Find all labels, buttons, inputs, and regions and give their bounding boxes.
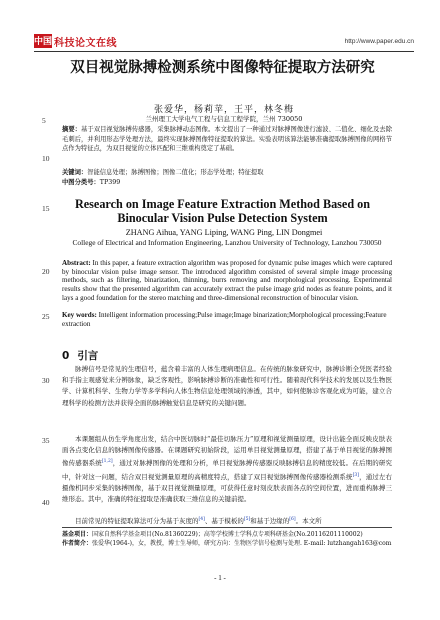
line-number: 5 [42, 116, 46, 125]
paper-title-en: Research on Image Feature Extraction Method Based on Binocular Vision Pulse Detection System [74, 197, 371, 225]
paper-title-cn: 双目视觉脉搏检测系统中图像特征提取方法研究 [70, 60, 375, 76]
citation-link[interactable]: [1,2] [101, 459, 113, 465]
p3-text-d: 。本文所 [295, 517, 322, 526]
clc-text: TP399 [99, 179, 121, 186]
funding-label: 基金项目： [62, 531, 93, 538]
authors-en: ZHANG Aihua, YANG Liping, WANG Ping, LIN Dongmei [125, 228, 323, 237]
author-note-text: 张爱华(1964-)，女，教授，博士生导师，研究方向：生物医学信号检测与处理. E-mail: lutzhangah163@com [92, 540, 392, 547]
funding-note [62, 530, 392, 539]
authors-cn: 张爱华，杨莉苹，王平，林冬梅 [153, 105, 294, 115]
footnote-divider [62, 527, 392, 528]
author-note-label: 作者简介： [62, 540, 93, 547]
page-number: - 1 - [214, 574, 226, 582]
p3-text-c: 和基于边缘的 [250, 517, 290, 526]
abstract-en [62, 259, 392, 303]
affiliation-en: College of Electrical and Information Engineering, Lanzhou University of Technology, Lanzhou 730050 [72, 238, 382, 247]
author-note [62, 539, 392, 548]
footnotes [62, 530, 392, 548]
site-logo[interactable] [34, 34, 117, 48]
abstract-cn-label: 摘要： [62, 126, 82, 133]
keywords-cn-text: 智能信息处理；脉搏图像；图像二值化；形态学处理；特征提取 [87, 169, 264, 176]
p2-text-a: 本课题组从仿生学角度出发，结合中医切脉时“最佳切脉压力”原理和视觉测量原理，设计出能全面反映皮肤表面各点变化信息的脉搏图像传感器。在课题研究初始阶段，运用单目视觉测量原理，搭建了基于单目视觉的脉搏图像传感器系统 [62, 435, 392, 468]
funding-text: 国家自然科学基金项目(No.81360229)；高等学校博士学科点专项科研基金(No.20116201110002) [92, 531, 363, 538]
abstract-en-text: In this paper, a feature extraction algorithm was proposed for dynamic pulse images which were captured by binocular vision pulse image sensor. The introduced algorithm consisted of several simple image processing methods, such as filtering, binarization, thinning, burrs removing and morphological processing. Experimental results show that the presented algorithm can accurately extract the pulse image grid nodes as feature points, and it lays a good foundation for the stereo matching and three-dimensional reconstruction of binocular vision. [62, 259, 392, 302]
line-number: 15 [42, 204, 50, 213]
keywords-en [62, 311, 392, 328]
line-number: 35 [42, 436, 50, 445]
p3-text-a: 目前常见的特征提取算法可分为基于灰度的 [75, 517, 199, 526]
site-header [34, 30, 414, 52]
logo-text: 科技论文在线 [54, 37, 117, 49]
clc-number [62, 178, 392, 187]
p2-text-b: ，通过对脉搏图像的处理和分析，单目视觉脉搏传感器反映脉搏信息的精度较低。在后期的研究中，针对这一问题，结合双目视觉测量原理的高精度特点，搭建了双目视觉脉搏图像传感器检测系统 [62, 459, 393, 481]
citation-link[interactable]: [3] [352, 472, 359, 478]
abstract-cn [62, 125, 392, 154]
intro-paragraph-3 [62, 514, 392, 527]
line-number: 30 [42, 376, 50, 385]
section-number: 0 [62, 350, 70, 362]
p2-text-c: ，通过左右摄像机同步采集的脉搏图像，基于双目视觉测量原理，可获得任意时刻皮肤表面各点的空间位置，进而重构脉搏三维形态。其中，准确的特征提取是准确获取三维信息的关键前提。 [62, 472, 393, 504]
keywords-en-text: Intelligent information processing;Pulse image;Image binarization;Morphological processing;Feature extraction [62, 311, 387, 328]
affiliation-cn: 兰州理工大学电气工程与信息工程学院，兰州 730050 [145, 115, 303, 123]
line-number: 10 [42, 154, 50, 163]
keywords-cn [62, 168, 392, 177]
line-number: 25 [42, 312, 50, 321]
keywords-cn-label: 关键词： [62, 169, 88, 176]
clc-label: 中图分类号： [62, 179, 100, 186]
intro-paragraph-1: 脉搏信号是常见的生理信号，蕴含着丰富的人体生理病理信息。在传统的脉象研究中，脉搏诊断全凭医者经验和手指主观感觉来分辨脉象，缺乏客观性，影响脉搏诊断的准确性和可行性。随着现代科学技术的发展以及生物医学、计算机科学、生物力学等多学科向人体生物信息处理领域的渗透，其中，如何使脉诊客观化成为可能，建立合理科学的检测方法并获得全面的脉搏触觉信息是研究的关键问题。 [62, 365, 392, 407]
citation-link[interactable]: [6] [289, 517, 296, 522]
intro-paragraph-2 [62, 434, 392, 506]
keywords-en-label: Key words: [62, 311, 97, 319]
p3-text-b: 、基于模板的 [204, 517, 244, 526]
section-heading [62, 348, 98, 363]
citation-link[interactable]: [5] [243, 517, 251, 522]
citation-link[interactable]: [4] [198, 517, 205, 522]
site-url[interactable]: http://www.paper.edu.cn [344, 38, 414, 45]
logo-mark: 中国 [34, 36, 53, 46]
line-number: 20 [42, 267, 50, 276]
abstract-en-label: Abstract: [62, 259, 91, 267]
line-number: 40 [42, 498, 50, 507]
abstract-cn-text: 基于双目视觉脉搏传感器，采集脉搏动态图像。本文提出了一种通过对脉搏图像进行滤波、二值化、细化及去除毛刺后，并利用形态学处理方法，最终实现脉搏图像特征提取的算法。实验表明该算法能够准确提取脉搏图像的网格节点作为特征点，为双目视觉的立体匹配和三维重构奠定了基础。 [62, 126, 393, 153]
section-title: 引言 [77, 350, 99, 362]
